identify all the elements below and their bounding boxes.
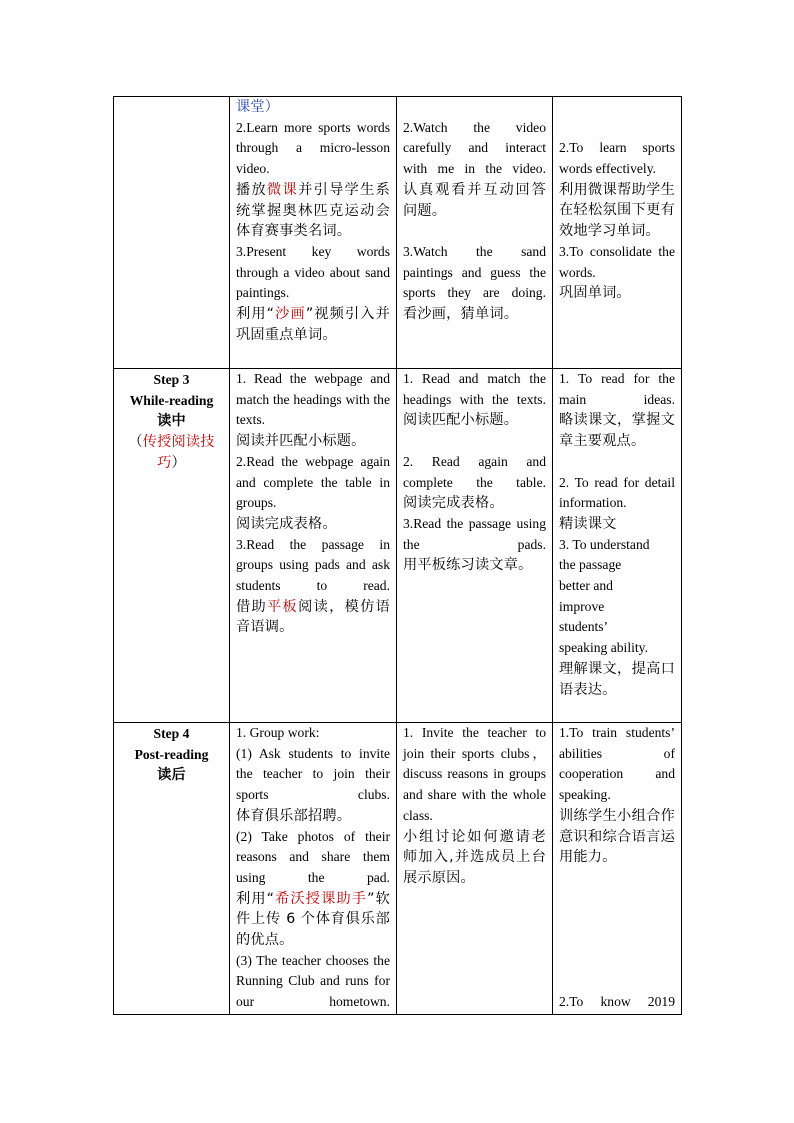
table-row <box>114 97 682 369</box>
text-line: 阅读完成表格。 <box>403 495 504 512</box>
text-line: 3.Present key words through a video about sand paintings. <box>236 243 390 301</box>
text-line: 小组讨论如何邀请老师加入,并选成员上台展示原因。 <box>403 828 546 886</box>
purpose-cell <box>553 723 682 1015</box>
text-line: better and <box>559 578 613 594</box>
highlight-text: 平板 <box>267 598 299 615</box>
text-line: 利用“沙画”视频引入并巩固重点单词。 <box>236 306 390 343</box>
text-line: 看沙画，猜单词。 <box>403 306 519 322</box>
text-line: 3.Watch the sand paintings and guess the sports they are doing. <box>403 243 546 301</box>
text-line: 课堂） <box>236 99 280 115</box>
text-line: (2) Take photos of their reasons and share them using the pad. <box>236 828 390 885</box>
teacher-activity-cell <box>230 97 397 369</box>
text-line: 阅读完成表格。 <box>236 515 337 532</box>
text-line: 播放微课并引导学生系统掌握奥林匹克运动会体育赛事类名词。 <box>236 181 391 240</box>
step-cell <box>114 369 230 723</box>
text-line: 1. Group work: <box>236 725 320 740</box>
text-line: 3.Read the passage using the pads. <box>403 515 546 552</box>
text-line: 用平板练习读文章。 <box>403 557 533 574</box>
text-line: 借助平板阅读，模仿语音语调。 <box>236 598 391 636</box>
text-line: 2. Read again and complete the table. <box>403 453 546 490</box>
text-line: (1) Ask students to invite the teacher to join their sports clubs. <box>236 745 390 803</box>
text-line: 3.To consolidate the words. <box>559 243 675 280</box>
highlight-text: 希沃授课助手 <box>274 890 368 907</box>
text-line: 3.Read the passage in groups using pads and ask students to read. <box>236 536 390 594</box>
highlight-text: 微课 <box>267 181 299 198</box>
text-line: speaking ability. <box>559 640 648 656</box>
text-line: 利用“希沃授课助手”软件上传 6 个体育俱乐部的优点。 <box>236 890 391 949</box>
text-line: 略读课文，掌握文章主要观点。 <box>559 412 675 450</box>
text-line: 1.To train students’ abilities of cooperation and speaking. <box>559 725 675 803</box>
student-activity-cell <box>397 369 553 723</box>
text-line: 训练学生小组合作意识和综合语言运用能力。 <box>559 807 675 866</box>
text-line: 1. Invite the teacher to join their sports clubs，discuss reasons in groups and share with the whole class. <box>403 725 546 823</box>
teacher-activity-cell <box>230 723 397 1015</box>
text-line: 精读课文 <box>559 515 617 532</box>
text-line: 2. To read for detail <box>559 474 675 490</box>
text-line: 2.Watch the video carefully and interact with me in the video. <box>403 119 546 177</box>
text-line: 体育俱乐部招聘。 <box>236 807 352 824</box>
text-line: information. <box>559 495 627 511</box>
text-line: 1. Read and match the headings with the texts. <box>403 371 546 407</box>
teacher-activity-cell <box>230 369 397 723</box>
step-name: Post-reading <box>134 746 209 762</box>
text-line: 阅读并匹配小标题。 <box>236 433 366 450</box>
student-activity-cell <box>397 723 553 1015</box>
step-name-cn: 读后 <box>157 767 186 784</box>
text-line: 2.Learn more sports words through a micro-lesson video. <box>236 119 390 177</box>
text-line: the passage <box>559 557 622 573</box>
step-cell <box>114 723 230 1015</box>
text-line: 巩固单词。 <box>559 285 631 302</box>
text-line: 2.To know 2019 <box>559 994 675 1010</box>
text-line: 利用微课帮助学生在轻松氛围下更有效地学习单词。 <box>559 181 675 240</box>
purpose-cell <box>553 97 682 369</box>
purpose-cell <box>553 369 682 723</box>
text-line: 认真观看并互动回答问题。 <box>403 181 546 219</box>
text-line: 2.To learn sports words effectively. <box>559 140 675 177</box>
text-line: 阅读匹配小标题。 <box>403 412 519 429</box>
step-number: Step 3 <box>153 372 190 387</box>
lesson-plan-table <box>113 96 682 1015</box>
table-row <box>114 369 682 723</box>
text-line: 3. To understand <box>559 536 650 552</box>
text-line: students’ <box>559 619 609 635</box>
text-line: improve <box>559 598 605 614</box>
table-row <box>114 723 682 1015</box>
text-line: 1. Read the webpage and match the headings with the texts. <box>236 371 390 428</box>
highlight-text: 沙画 <box>274 306 306 323</box>
text-line: 理解课文，提高口语表达。 <box>559 660 675 698</box>
step-name-cn: 读中 <box>157 413 186 430</box>
highlight-text: 传授阅读技巧 <box>142 434 215 471</box>
student-activity-cell <box>397 97 553 369</box>
step-cell-empty <box>114 97 230 369</box>
step-number: Step 4 <box>153 726 190 741</box>
step-note: （传授阅读技巧） <box>128 434 215 471</box>
text-line: 2.Read the webpage again and complete the table in groups. <box>236 453 390 511</box>
text-line: 1. To read for the main ideas. <box>559 371 675 407</box>
step-name: While-reading <box>129 392 214 408</box>
text-line: (3) The teacher chooses the Running Club and runs for our hometown. <box>236 952 390 1010</box>
